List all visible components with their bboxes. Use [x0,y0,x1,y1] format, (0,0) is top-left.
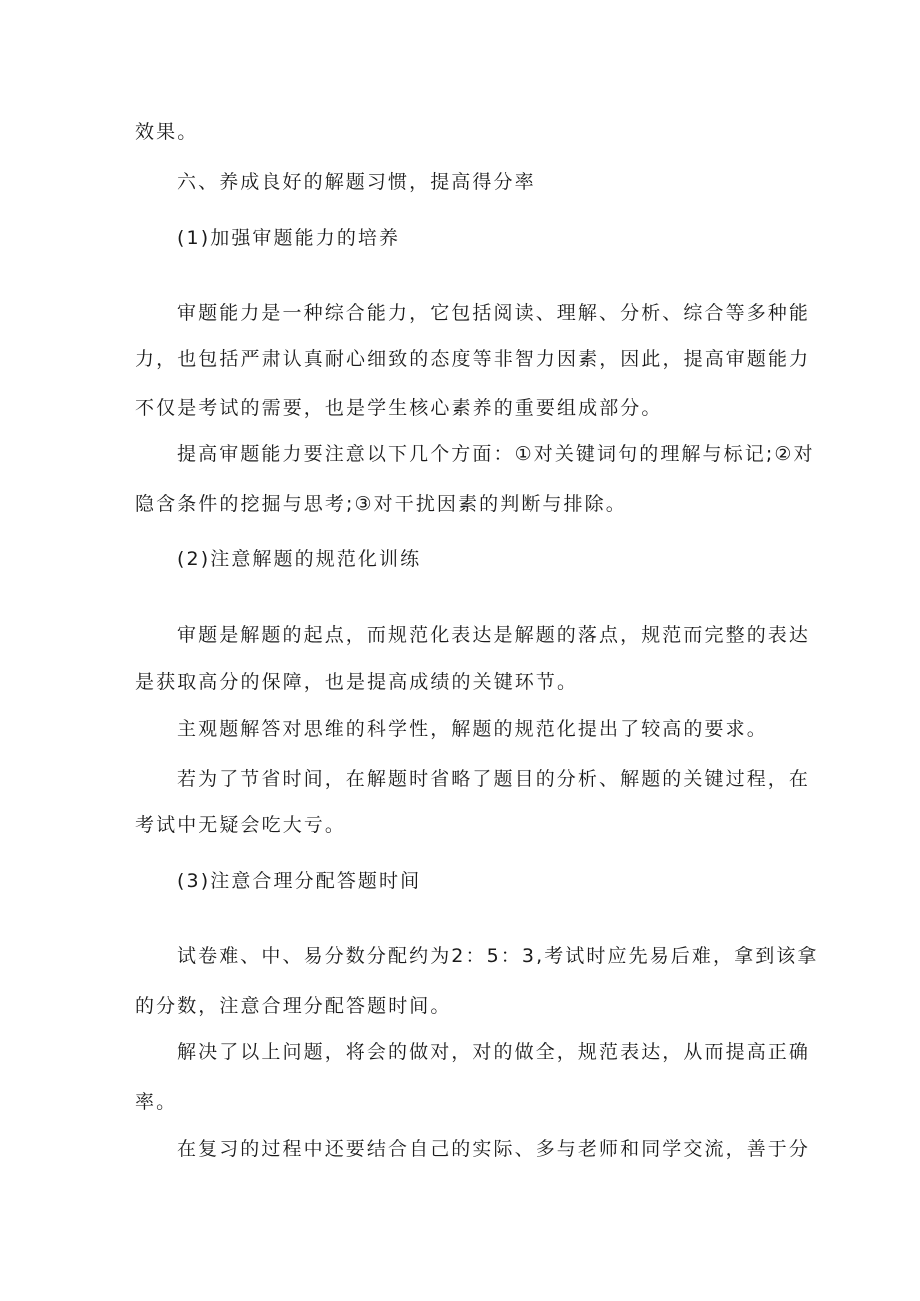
paragraph-line: 的分数，注意合理分配答题时间。 [135,995,452,1017]
subsection-heading: (3)注意合理分配答题时间 [177,870,422,892]
subsection-heading: (1)加强审题能力的培养 [177,227,401,249]
subsection-heading: (2)注意解题的规范化训练 [177,548,422,570]
paragraph-line: 主观题解答对思维的科学性，解题的规范化提出了较高的要求。 [177,718,768,740]
paragraph-line: 在复习的过程中还要结合自己的实际、多与老师和同学交流，善于分 [177,1138,811,1160]
paragraph-line: 考试中无疑会吃大亏。 [135,814,347,836]
paragraph-line: 不仅是考试的需要，也是学生核心素养的重要组成部分。 [135,397,663,419]
paragraph-line: 审题能力是一种综合能力，它包括阅读、理解、分析、综合等多种能 [177,302,811,324]
paragraph-line: 效果。 [135,121,199,143]
section-heading: 六、养成良好的解题习惯，提高得分率 [177,171,536,193]
paragraph-line: 力，也包括严肃认真耐心细致的态度等非智力因素，因此，提高审题能力 [135,348,811,370]
paragraph-line: 提高审题能力要注意以下几个方面：①对关键词句的理解与标记;②对 [177,443,815,465]
paragraph-line: 是获取高分的保障，也是提高成绩的关键环节。 [135,671,579,693]
paragraph-line: 解决了以上问题，将会的做对，对的做全，规范表达，从而提高正确 [177,1041,811,1063]
paragraph-line: 若为了节省时间，在解题时省略了题目的分析、解题的关键过程，在 [177,768,811,790]
paragraph-line: 试卷难、中、易分数分配约为2：5：3,考试时应先易后难，拿到该拿 [177,945,819,967]
paragraph-line: 率。 [135,1091,178,1113]
paragraph-line: 审题是解题的起点，而规范化表达是解题的落点，规范而完整的表达 [177,624,811,646]
paragraph-line: 隐含条件的挖掘与思考;③对干扰因素的判断与排除。 [135,493,627,515]
